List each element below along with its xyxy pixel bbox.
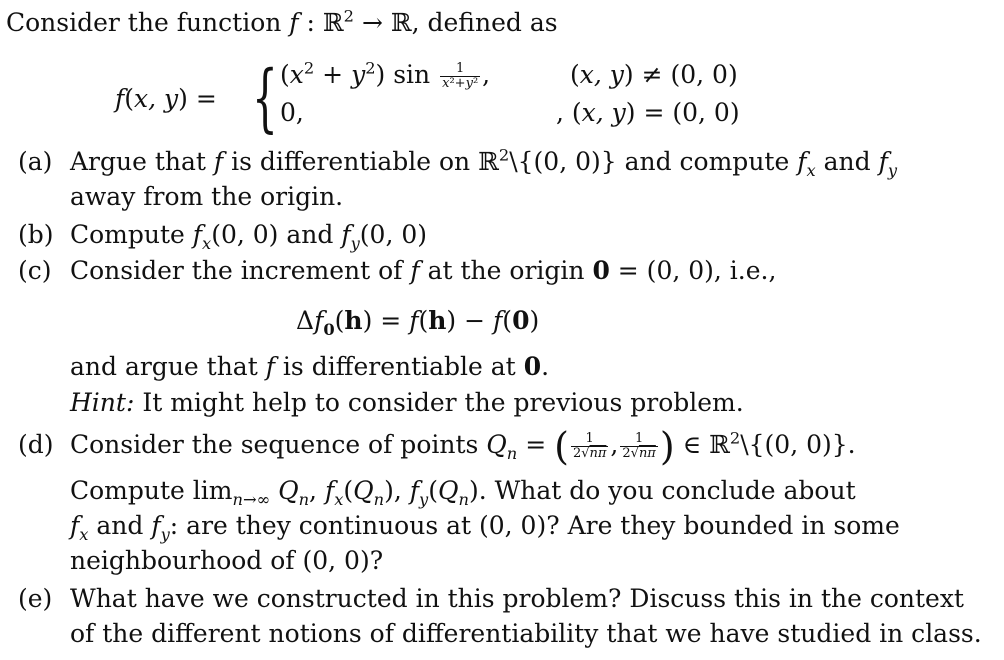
qn-fraction-y: $\frac{1}{2√n\pi}$ bbox=[622, 431, 656, 461]
intro-text: Consider the function f : ℝ$^2$ → ℝ, defined as bbox=[6, 6, 558, 37]
part-c-label: (c) bbox=[18, 256, 52, 285]
part-d-label: (d) bbox=[18, 430, 54, 459]
increment-equation: $\Delta f_0(h) = f(h) - f(0)$ bbox=[296, 306, 540, 339]
part-a-label: (a) bbox=[18, 147, 53, 176]
problem-page: Consider the function f : ℝ$^2$ → ℝ, defined as f(x, y) = { $(x^2 + y^2)$ sin $\frac{1}{\text{x²+y²}}$ , (x, y) ≠ (0, 0) 0, , (x, y) = (0, 0) (a) Argue that f is differentiable on ℝ$^2$\{(0, 0)} and compute $f_x$ and $f_y$ away from the origin. (b) Compute $f_x(0$, 0) and $f_y(0$, 0) (c) Consider the increment of f at the origin 0 = (0, 0), i.e., $\Delta f_0(h) = f(h) - f(0)$ and argue that f is differentiable at 0. Hint: It might help to consider the previous problem. (d) Consider the sequence of points $Q_n$ = ( $\frac{1}{2√n\pi}$ , $\frac{1}{2√n\pi}$ ) ∈ ℝ$^2$\{(0, 0)}. Compute $\lim_{n\to\infty} Q_n$, $f_x(Q_n)$, $f_y(Q_n)$. What do you conclude about $f_x$ and $f_y$: are they continuous at (0, 0)? Are they bounded in some neighbourhood of (0, 0)? (e) What have we constructed in this problem? Discuss this in the context of the different notions of differentiability that we have studied in class. bbox=[6, 6, 982, 648]
case2-expression: 0, bbox=[280, 98, 304, 127]
case2-condition: , (x, y) = (0, 0) bbox=[556, 98, 740, 127]
definition-lhs: f(x, y) = bbox=[115, 84, 217, 113]
qn-fraction-x: $\frac{1}{2√n\pi}$ bbox=[572, 431, 607, 461]
part-e-label: (e) bbox=[18, 584, 53, 613]
part-b-label: (b) bbox=[18, 220, 54, 249]
case1-condition: (x, y) ≠ (0, 0) bbox=[570, 60, 738, 89]
left-brace: { bbox=[252, 55, 278, 141]
case1-expression: $(x^2 + y^2)$ sin $\frac{1}{\text{x²+y²}}$ , bbox=[280, 58, 491, 91]
case1-fraction: $\frac{1}{\text{x²+y²}}$ bbox=[442, 61, 479, 91]
